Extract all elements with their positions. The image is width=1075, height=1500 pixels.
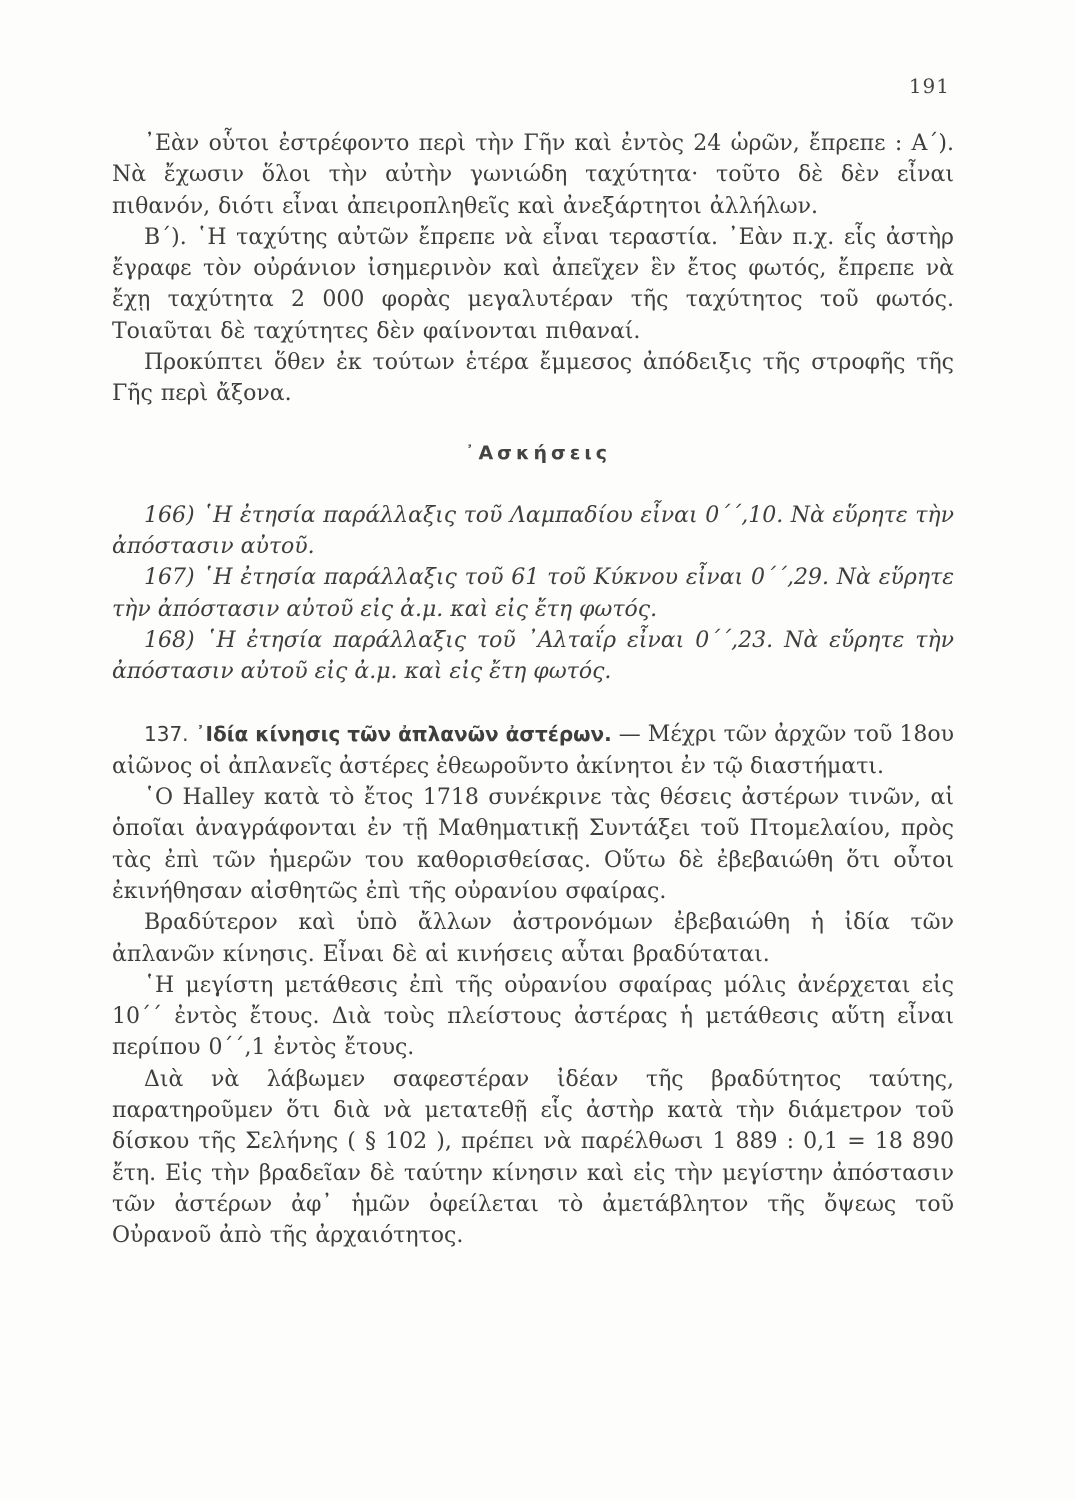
section-lead: — Μέχρι τῶν ἀρχῶν τοῦ 18ου αἰῶνος οἱ ἀπλανεῖς ἀστέρες ἐθεωροῦντο ἀκίνητοι ἐν τῷ διαστήματι.	[112, 722, 954, 779]
intro-paragraph-3: Προκύπτει ὅθεν ἐκ τούτων ἑτέρα ἔμμεσος ἀπόδειξις τῆς στροφῆς τῆς Γῆς περὶ ἄξονα.	[112, 350, 954, 407]
exercise-167: 167) ῾Η ἐτησία παράλλαξις τοῦ 61 τοῦ Κύκνου εἶναι 0΄΄,29. Νὰ εὕρητε τὴν ἀπόστασιν αὐτοῦ εἰς ἀ.μ. καὶ εἰς ἔτη φωτός.	[112, 565, 954, 622]
section-number: 137.	[144, 722, 189, 747]
exercises-heading: ᾿Ασκήσεις	[464, 441, 612, 464]
exercise-168: 168) ῾Η ἐτησία παράλλαξις τοῦ ᾿Αλταΐρ εἶναι 0΄΄,23. Νὰ εὕρητε τὴν ἀπόστασιν αὐτοῦ εἰς ἀ.μ. καὶ εἰς ἔτη φωτός.	[112, 627, 954, 685]
intro-paragraph-1: ᾿Εὰν οὗτοι ἐστρέφοντο περὶ τὴν Γῆν καὶ ἐντὸς 24 ὡρῶν, ἔπρεπε : Α΄). Νὰ ἔχωσιν ὅλοι τὴν αὐτὴν γωνιώδη ταχύτητα· τοῦτο δὲ δὲν εἶναι πιθανόν, διότι εἶναι ἀπειροπληθεῖς καὶ ἀνεξάρτητοι ἀλλήλων.	[112, 131, 954, 219]
section-paragraph-3: ῾Η μεγίστη μετάθεσις ἐπὶ τῆς οὐρανίου σφαίρας μόλις ἀνέρχεται εἰς 10΄΄ ἐντὸς ἔτους. Διὰ τοὺς πλείστους ἀστέρας ἡ μετάθεσις αὕτη εἶναι περίπου 0΄΄,1 ἐντὸς ἔτους.	[112, 972, 954, 1061]
section-137	[112, 719, 954, 782]
section-paragraph-4: Διὰ νὰ λάβωμεν σαφεστέραν ἰδέαν τῆς βραδύτητος ταύτης, παρατηροῦμεν ὅτι διὰ νὰ μετατεθῇ εἷς ἀστὴρ κατὰ τὴν διάμετρον τοῦ δίσκου τῆς Σελήνης ( § 102 ), πρέπει νὰ παρέλθωσι 1 889 : 0,1 = 18 890 ἔτη. Εἰς τὴν βραδεῖαν δὲ ταύτην κίνησιν καὶ εἰς τὴν μεγίστην ἀπόστασιν τῶν ἀστέρων ἀφ᾿ ἡμῶν ὀφείλεται τὸ ἀμετάβλητον τῆς ὄψεως τοῦ Οὐρανοῦ ἀπὸ τῆς ἀρχαιότητος.	[112, 1066, 954, 1249]
intro-paragraph-2: Β΄). ῾Η ταχύτης αὐτῶν ἔπρεπε νὰ εἶναι τεραστία. ᾿Εὰν π.χ. εἷς ἀστὴρ ἔγραφε τὸν οὐράνιον ἰσημερινὸν καὶ ἀπεῖχεν ἓν ἔτος φωτός, ἔπρεπε νὰ ἔχῃ ταχύτητα 2 000 φορὰς μεγαλυτέραν τῆς ταχύτητος τοῦ φωτός. Τοιαῦται δὲ ταχύτητες δὲν φαίνονται πιθαναί.	[112, 224, 954, 344]
page-content	[112, 128, 954, 1252]
exercise-166: 166) ῾Η ἐτησία παράλλαξις τοῦ Λαμπαδίου εἶναι 0΄΄,10. Νὰ εὕρητε τὴν ἀπόστασιν αὐτοῦ.	[112, 502, 954, 559]
section-title: ᾿Ιδία κίνησις τῶν ἀπλανῶν ἀστέρων.	[195, 722, 612, 747]
section-paragraph-2: Βραδύτερον καὶ ὑπὸ ἄλλων ἀστρονόμων ἐβεβαιώθη ἡ ἰδία τῶν ἀπλανῶν κίνησις. Εἶναι δὲ αἱ κινήσεις αὗται βραδύταται.	[112, 910, 954, 967]
section-paragraph-1: ῾Ο Halley κατὰ τὸ ἔτος 1718 συνέκρινε τὰς θέσεις ἀστέρων τινῶν, αἱ ὁποῖαι ἀναγράφονται ἐν τῇ Μαθηματικῇ Συντάξει τοῦ Πτομελαίου, πρὸς τὰς ἐπὶ τῶν ἡμερῶν του καθορισθείσας. Οὕτω δὲ ἐβεβαιώθη ὅτι οὗτοι ἐκινήθησαν αἰσθητῶς ἐπὶ τῆς οὐρανίου σφαίρας.	[112, 785, 954, 904]
page-number: 191	[908, 74, 950, 98]
